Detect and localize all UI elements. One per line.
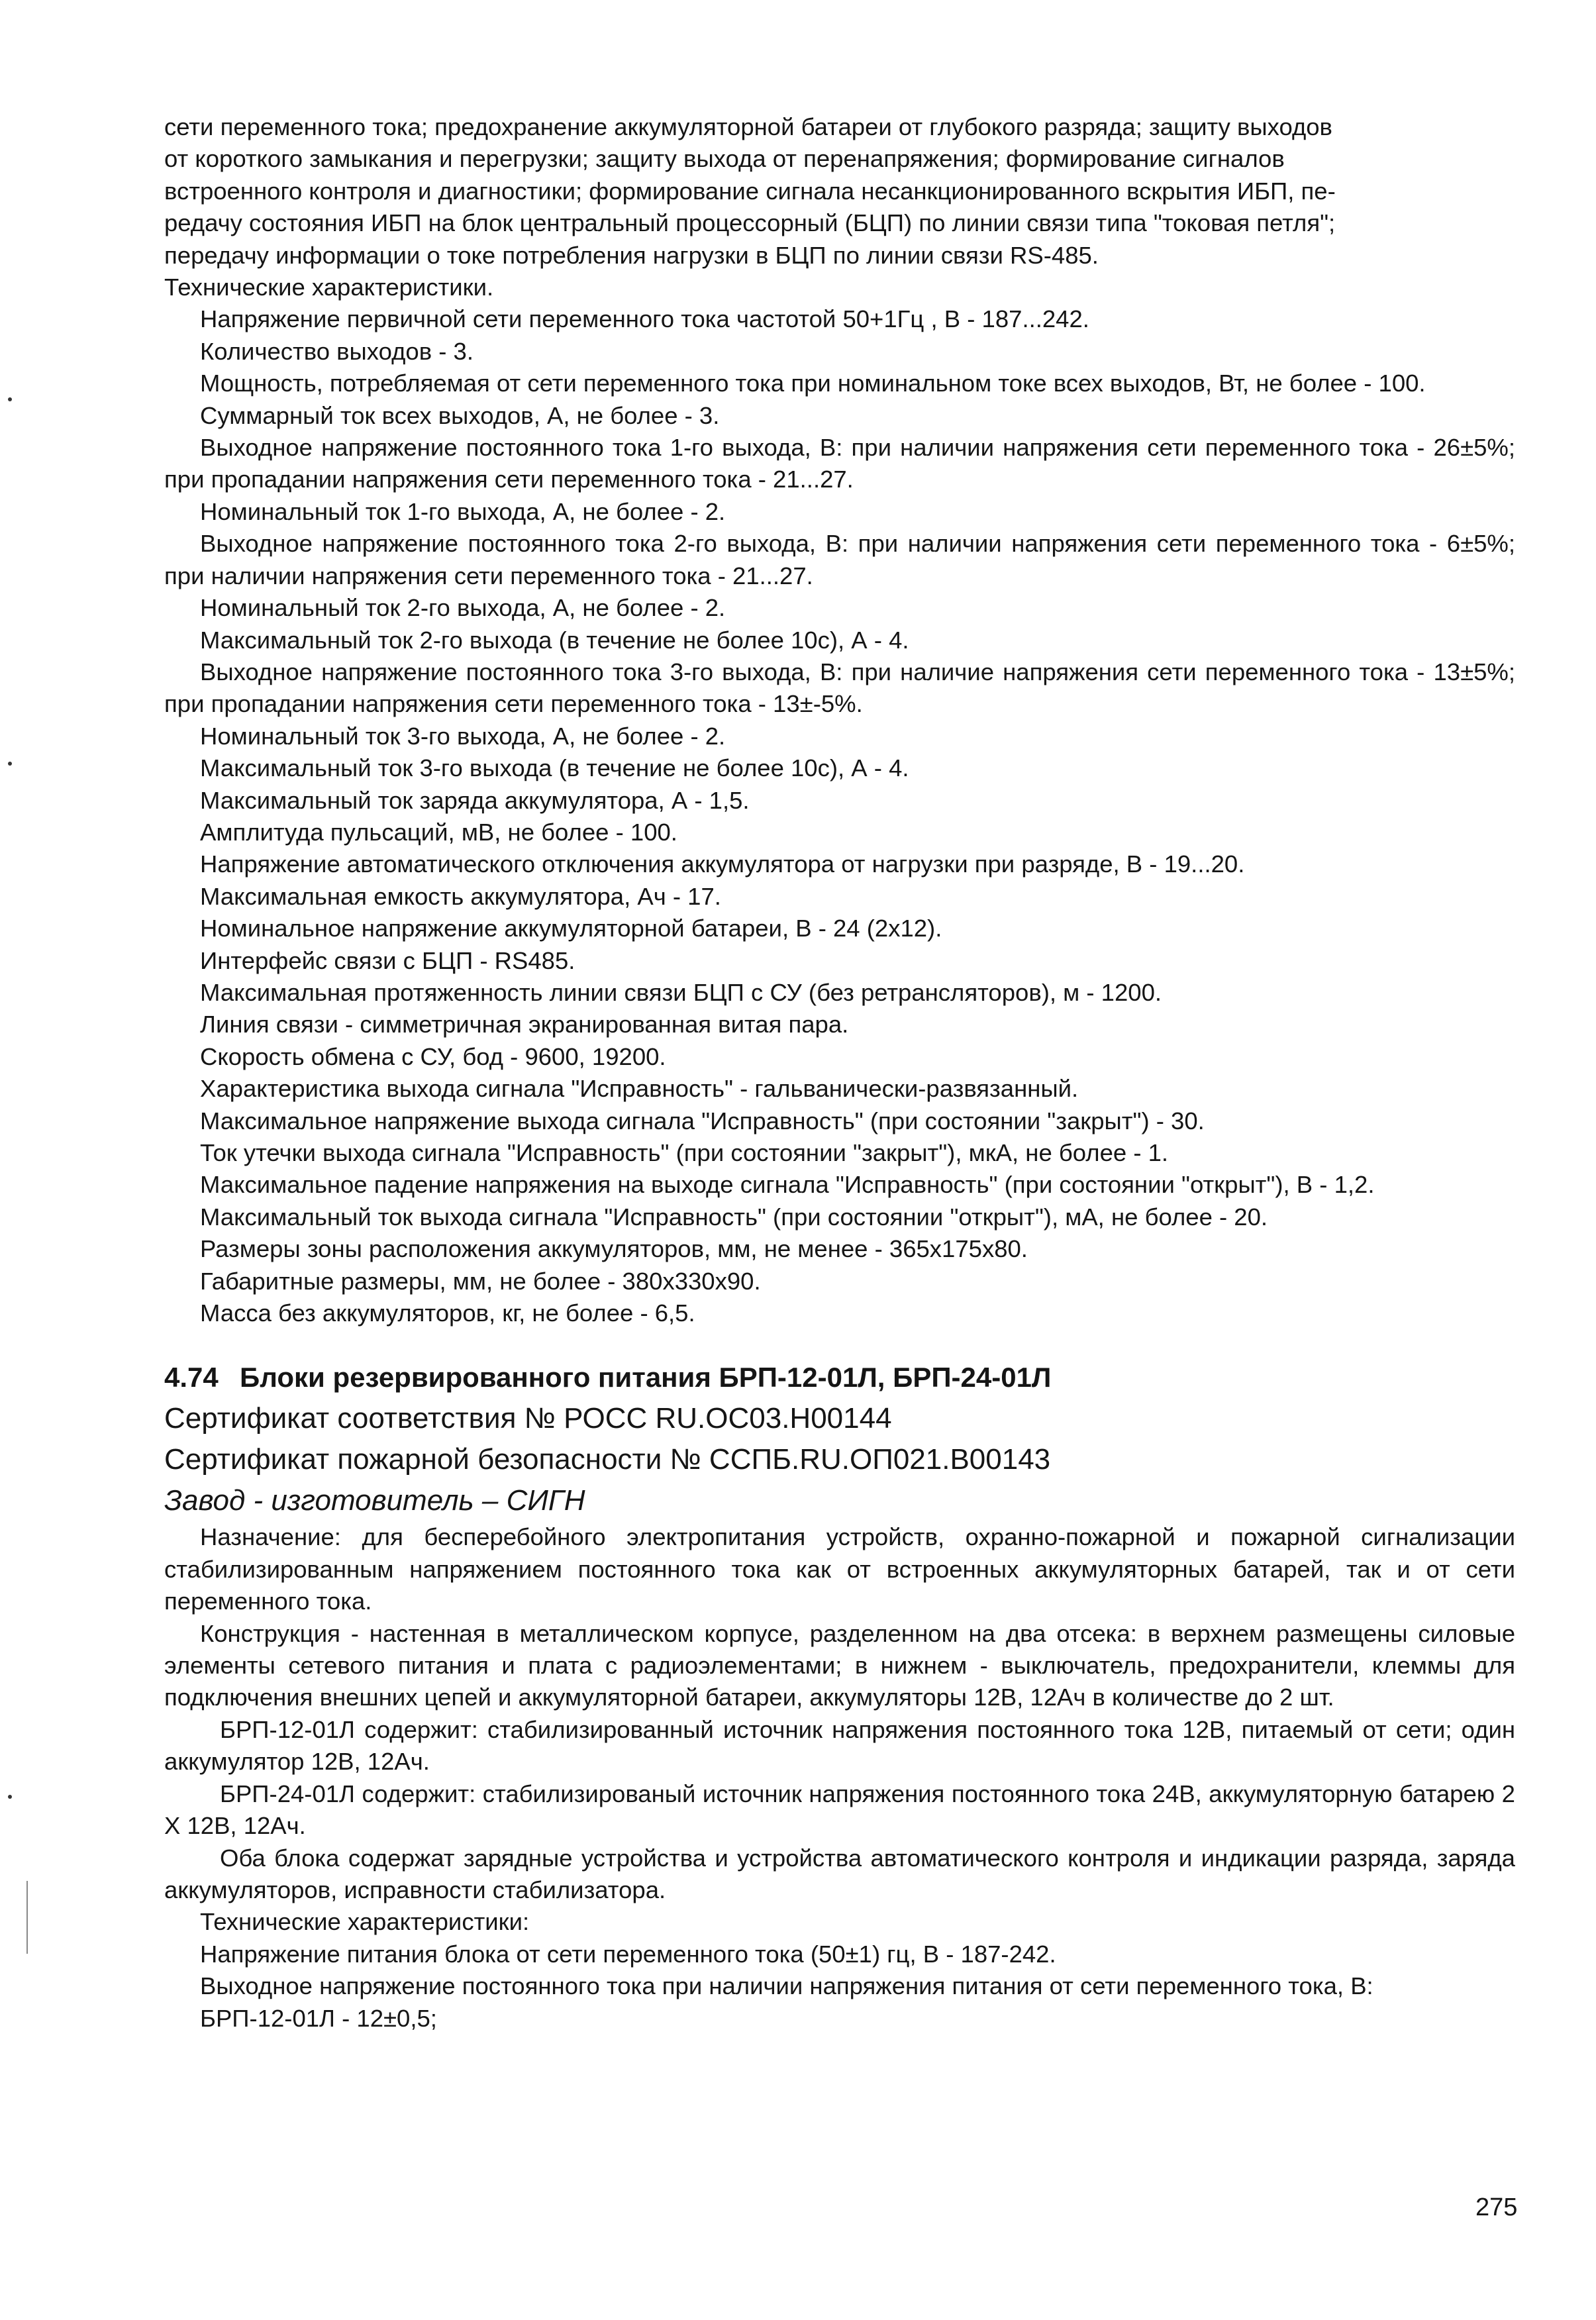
spec-item: Масса без аккумуляторов, кг, не более - 6,5. bbox=[200, 1299, 695, 1327]
spec-item: Ток утечки выхода сигнала "Исправность" (при состоянии "закрыт"), мкА, не более - 1. bbox=[200, 1139, 1169, 1166]
brp12-contents: БРП-12-01Л содержит: стабилизированный источник напряжения постоянного тока 12В, питаемый от сети; один аккумулятор 12В, 12Ач. bbox=[164, 1715, 1515, 1776]
section-heading bbox=[164, 1357, 1515, 1398]
spec-item: Максимальная протяженность линии связи БЦП с СУ (без ретрансляторов), м - 1200. bbox=[200, 978, 1162, 1006]
spec-item: Выходное напряжение постоянного тока 2-го выхода, В: при наличии напряжения сети переменного тока - 6±5%; при наличии напряжения сети переменного тока - 21...27. bbox=[164, 530, 1515, 589]
intro-line: сети переменного тока; предохранение аккумуляторной батареи от глубокого разряда; защиту выходов bbox=[164, 113, 1332, 140]
intro-line: встроенного контроля и диагностики; формирование сигнала несанкционированного вскрытия ИБП, пе- bbox=[164, 177, 1336, 205]
scan-mark bbox=[8, 1795, 12, 1799]
section-number: 4.74 bbox=[164, 1362, 219, 1393]
spec-item: Максимальный ток заряда аккумулятора, А - 1,5. bbox=[200, 786, 750, 814]
section-4-74 bbox=[164, 1357, 1515, 2035]
intro-line: редачу состояния ИБП на блок центральный процессорный (БЦП) по линии связи типа "токовая петля"; bbox=[164, 209, 1336, 237]
spec-item: Максимальная емкость аккумулятора, Ач - 17. bbox=[200, 882, 721, 910]
spec-item: Линия связи - симметричная экранированная витая пара. bbox=[200, 1011, 849, 1038]
spec-item: Номинальное напряжение аккумуляторной батареи, В - 24 (2x12). bbox=[200, 915, 942, 942]
spec-item: Максимальное напряжение выхода сигнала "Исправность" (при состоянии "закрыт") - 30. bbox=[200, 1107, 1205, 1135]
manufacturer: Завод - изготовитель – СИГН bbox=[164, 1484, 585, 1517]
spec-item: Характеристика выхода сигнала "Исправность" - гальванически-развязанный. bbox=[200, 1075, 1079, 1103]
certificate-fire: Сертификат пожарной безопасности № ССПБ.RU.ОП021.В00143 bbox=[164, 1443, 1051, 1476]
spec-item: Напряжение первичной сети переменного тока частотой 50+1Гц , В - 187...242. bbox=[200, 305, 1089, 333]
scan-mark bbox=[26, 1881, 28, 1954]
page-number: 275 bbox=[1475, 2194, 1518, 2221]
output-voltage: Выходное напряжение постоянного тока при наличии напряжения питания от сети переменного тока, В: bbox=[200, 1972, 1373, 2000]
brp24-contents: БРП-24-01Л содержит: стабилизированый источник напряжения постоянного тока 24В, аккумуляторную батарею 2 Х 12В, 12Ач. bbox=[164, 1780, 1515, 1840]
spec-item: Напряжение автоматического отключения аккумулятора от нагрузки при разряде, В - 19...20. bbox=[200, 850, 1245, 878]
specs-title-2: Технические характеристики: bbox=[200, 1908, 530, 1936]
document-page bbox=[164, 111, 1515, 2035]
supply-voltage: Напряжение питания блока от сети переменного тока (50±1) гц, В - 187-242. bbox=[200, 1940, 1056, 1968]
purpose-paragraph: Назначение: для бесперебойного электропитания устройств, охранно-пожарной и пожарной сигнализации стабилизированным напряжением постоянного тока как от встроенных аккумуляторных батарей, так и от сети переменного тока. bbox=[164, 1523, 1515, 1615]
spec-item: Амплитуда пульсаций, мВ, не более - 100. bbox=[200, 818, 677, 846]
certificate-conformity: Сертификат соответствия № РОСС RU.ОС03.Н00144 bbox=[164, 1402, 892, 1435]
spec-item: Максимальное падение напряжения на выходе сигнала "Исправность" (при состоянии "открыт"), В - 1,2. bbox=[200, 1171, 1375, 1199]
spec-item: Габаритные размеры, мм, не более - 380x330x90. bbox=[200, 1267, 761, 1295]
intro-line: от короткого замыкания и перегрузки; защиту выхода от перенапряжения; формирование сигналов bbox=[164, 145, 1285, 173]
spec-item: Скорость обмена с СУ, бод - 9600, 19200. bbox=[200, 1042, 666, 1070]
section-title: Блоки резервированного питания БРП-12-01Л, БРП-24-01Л bbox=[240, 1362, 1052, 1393]
brp12-output: БРП-12-01Л - 12±0,5; bbox=[200, 2004, 437, 2032]
spec-continuation bbox=[164, 111, 1515, 1329]
scan-mark bbox=[8, 762, 12, 766]
spec-item: Номинальный ток 1-го выхода, А, не более - 2. bbox=[200, 497, 726, 525]
spec-item: Количество выходов - 3. bbox=[200, 337, 474, 365]
spec-item: Максимальный ток 3-го выхода (в течение не более 10с), А - 4. bbox=[200, 754, 909, 782]
spec-item: Максимальный ток 2-го выхода (в течение не более 10с), А - 4. bbox=[200, 626, 909, 654]
scan-mark bbox=[8, 397, 12, 401]
spec-item: Максимальный ток выхода сигнала "Исправность" (при состоянии "открыт"), мА, не более - 20. bbox=[200, 1203, 1268, 1231]
spec-item: Выходное напряжение постоянного тока 3-го выхода, В: при наличие напряжения сети переменного тока - 13±5%; при пропадании напряжения сети переменного тока - 13±-5%. bbox=[164, 658, 1515, 718]
spec-item: Номинальный ток 3-го выхода, А, не более - 2. bbox=[200, 722, 726, 750]
both-contents: Оба блока содержат зарядные устройства и устройства автоматического контроля и индикации разряда, заряда аккумуляторов, исправности стабилизатора. bbox=[164, 1844, 1515, 1903]
spec-item: Интерфейс связи с БЦП - RS485. bbox=[200, 946, 575, 974]
spec-item: Размеры зоны расположения аккумуляторов, мм, не менее - 365x175x80. bbox=[200, 1235, 1028, 1263]
spec-item: Выходное напряжение постоянного тока 1-го выхода, В: при наличии напряжения сети переменного тока - 26±5%; при пропадании напряжения сети переменного тока - 21...27. bbox=[164, 434, 1515, 493]
specs-title: Технические характеристики. bbox=[164, 274, 494, 301]
spec-item: Мощность, потребляемая от сети переменного тока при номинальном токе всех выходов, Вт, не более - 100. bbox=[200, 370, 1426, 397]
intro-line: передачу информации о токе потребления нагрузки в БЦП по линии связи RS-485. bbox=[164, 241, 1099, 269]
spec-item: Номинальный ток 2-го выхода, А, не более - 2. bbox=[200, 594, 726, 622]
spec-item: Суммарный ток всех выходов, А, не более - 3. bbox=[200, 401, 720, 429]
construction-paragraph: Конструкция - настенная в металлическом корпусе, разделенном на два отсека: в верхнем размещены силовые элементы сетевого питания и плата с радиоэлементами; в нижнем - выключатель, предохранители, клеммы для подключения внешних цепей и аккумуляторной батареи, аккумуляторы 12В, 12Ач в количестве до 2 шт. bbox=[164, 1619, 1515, 1711]
